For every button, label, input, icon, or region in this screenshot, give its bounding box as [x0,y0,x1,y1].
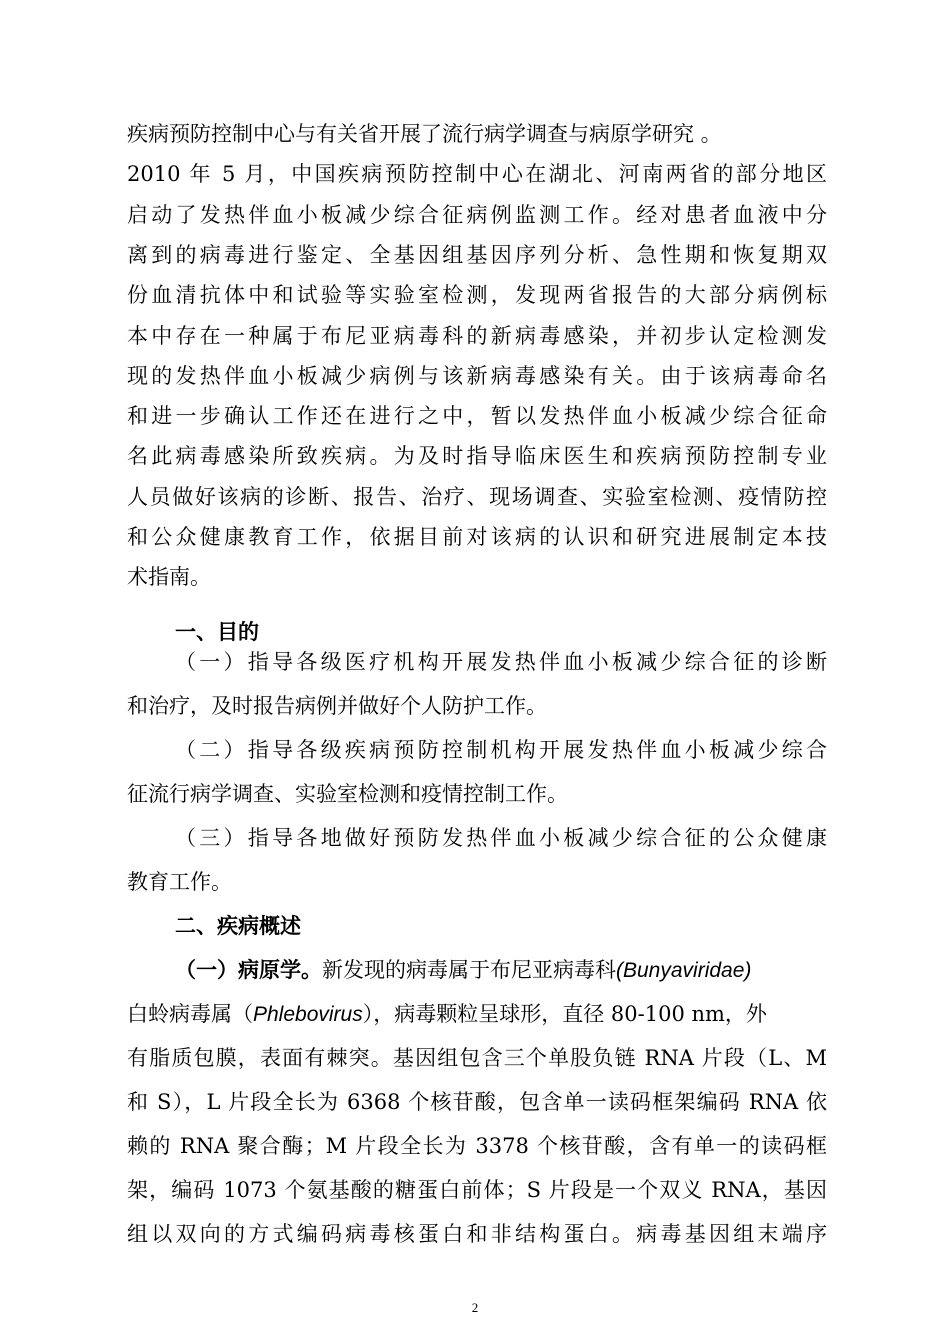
pathogen-line-2-text-a: 白蛉病毒属（ [127,1002,253,1026]
pathogen-line-5: 赖的 RNA 聚合酶；M 片段全长为 3378 个核苷酸，含有单一的读码框 [127,1134,827,1158]
intro-line-5: 份血清抗体中和试验等实验室检测，发现两省报告的大部分病例标 [127,283,827,308]
pathogen-line-7: 组以双向的方式编码病毒核蛋白和非结构蛋白。病毒基因组末端序 [127,1222,827,1246]
intro-line-8: 和进一步确认工作还在进行之中，暂以发热伴血小板减少综合征命 [127,404,827,429]
purpose-2-line-1: （二）指导各级疾病预防控制机构开展发热伴血小板减少综合 [175,738,827,762]
section-heading-overview: 二、疾病概述 [175,914,301,938]
page-number: 2 [471,1300,479,1315]
pathogen-label: （一）病原学。 [175,957,322,982]
phlebovirus-term: Phlebovirus [253,1003,363,1026]
bunyaviridae-term: (Bunyaviridae) [616,959,752,982]
pathogen-line-2 [127,992,837,1036]
intro-line-3: 启动了发热伴血小板减少综合征病例监测工作。经对患者血液中分 [127,202,827,227]
purpose-1-line-1: （一）指导各级医疗机构开展发热伴血小板减少综合征的诊断 [175,650,827,674]
intro-line-12: 术指南。 [127,565,211,590]
intro-line-4: 离到的病毒进行鉴定、全基因组基因序列分析、急性期和恢复期双 [127,242,827,267]
intro-line-1-text: 疾病预防控制中心与有关省开展了流行病学调查与病原学研究 。 [127,122,722,146]
pathogen-line-4: 和 S），L 片段全长为 6368 个核苷酸，包含单一读码框架编码 RNA 依 [127,1090,827,1114]
pathogen-line-3: 有脂质包膜，表面有棘突。基因组包含三个单股负链 RNA 片段（L、M [127,1046,827,1070]
section-heading-purpose: 一、目的 [175,619,259,644]
purpose-3-line-1: （三）指导各地做好预防发热伴血小板减少综合征的公众健康 [175,826,827,850]
purpose-3-line-2: 教育工作。 [127,870,232,894]
pathogen-line-1-text: 新发现的病毒属于布尼亚病毒科 [322,958,616,982]
intro-line-1 [127,112,847,156]
intro-line-10: 人员做好该病的诊断、报告、治疗、现场调查、实验室检测、疫情防控 [127,484,827,509]
pathogen-line-1 [175,948,835,992]
intro-line-6: 本中存在一种属于布尼亚病毒科的新病毒感染，并初步认定检测发 [127,323,827,348]
intro-line-2: 2010 年 5 月，中国疾病预防控制中心在湖北、河南两省的部分地区 [127,162,827,187]
purpose-1-line-2: 和治疗，及时报告病例并做好个人防护工作。 [127,694,547,718]
intro-line-9: 名此病毒感染所致疾病。为及时指导临床医生和疾病预防控制专业 [127,444,827,469]
pathogen-line-6: 架，编码 1073 个氨基酸的糖蛋白前体；S 片段是一个双义 RNA，基因 [127,1178,827,1202]
pathogen-line-2-text-b: ），病毒颗粒呈球形，直径 80-100 nm，外 [362,1002,767,1026]
intro-line-7: 现的发热伴血小板减少病例与该新病毒感染有关。由于该病毒命名 [127,363,827,388]
intro-line-11: 和公众健康教育工作，依据目前对该病的认识和研究进展制定本技 [127,525,827,549]
purpose-2-line-2: 征流行病学调查、实验室检测和疫情控制工作。 [127,782,568,806]
